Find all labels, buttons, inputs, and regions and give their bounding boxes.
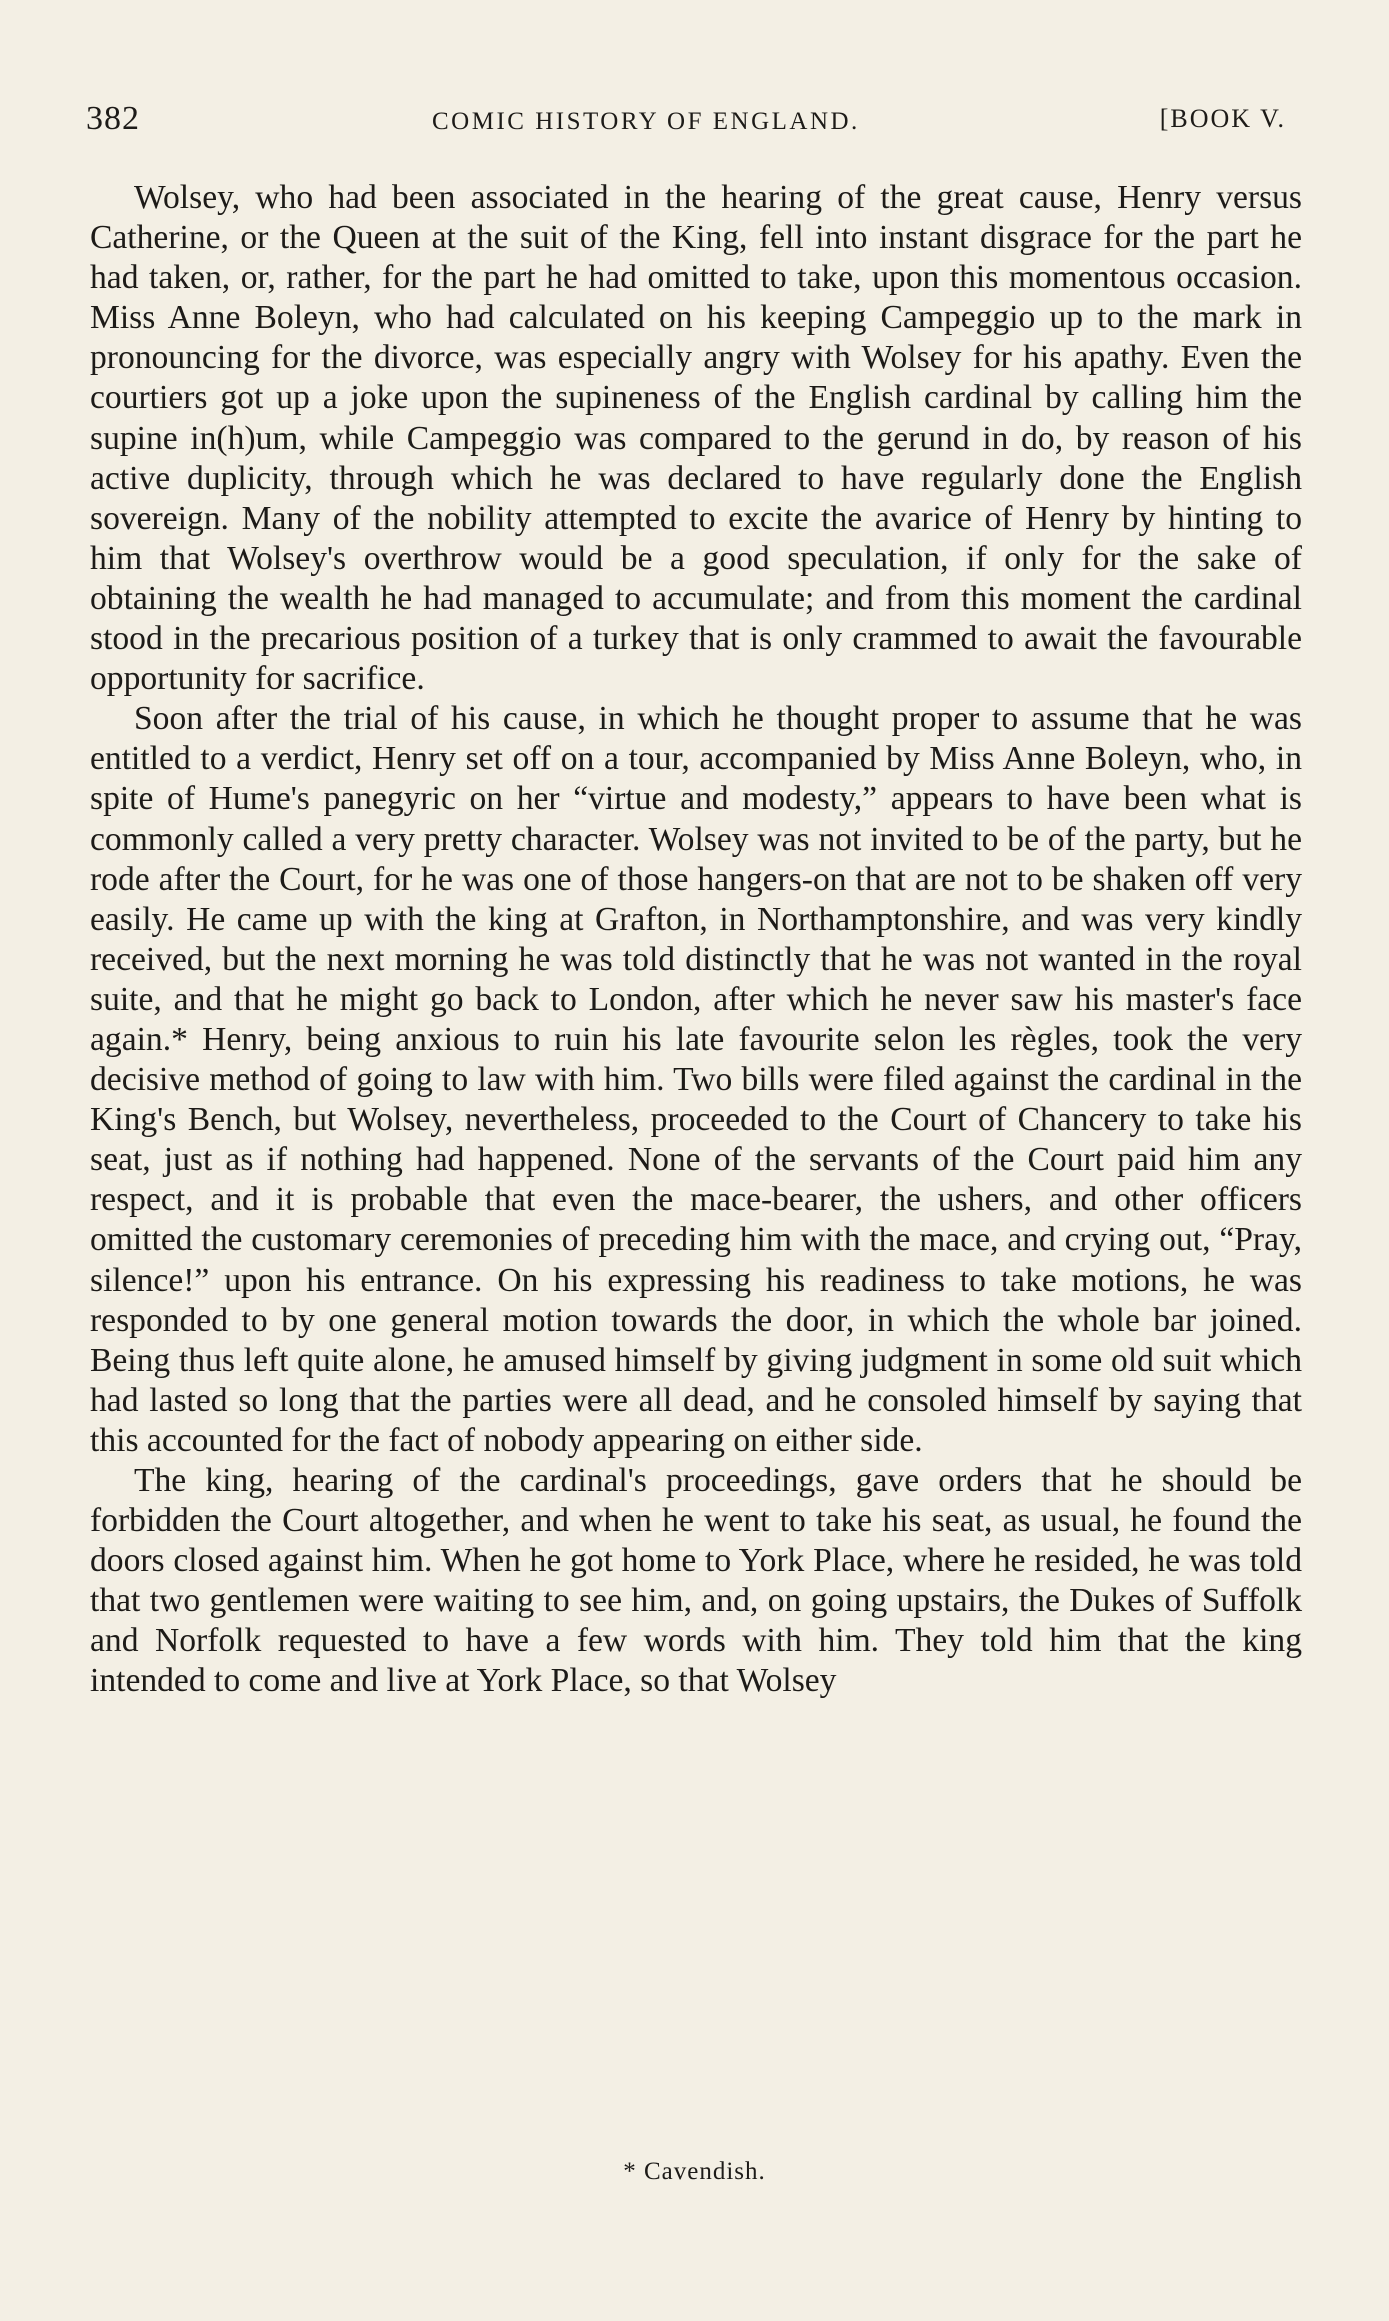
paragraph-1: Wolsey, who had been associated in the hearing of the great cause, Henry versus Catherine, or the Queen at the suit of the King, fell into instant disgrace for the part he had taken, or, rather, for the part he had omitted to take, upon this momentous occasion. Miss Anne Boleyn, who had calculated on his keeping Campeggio up to the mark in pronouncing for the divorce, was especially angry with Wolsey for his apathy. Even the courtiers got up a joke upon the supineness of the English cardinal by calling him the supine in(h)um, while Campeggio was compared to the gerund in do, by reason of his active duplicity, through which he was declared to have regularly done the English sovereign. Many of the nobility attempted to excite the avarice of Henry by hinting to him that Wolsey's overthrow would be a good speculation, if only for the sake of obtaining the wealth he had managed to accumulate; and from this moment the cardinal stood in the precarious position of a turkey that is only crammed to await the favourable opportunity for sacrifice. — [90, 179, 1302, 698]
paragraph-2: Soon after the trial of his cause, in which he thought proper to assume that he was entitled to a verdict, Henry set off on a tour, accompanied by Miss Anne Boleyn, who, in spite of Hume's panegyric on her “virtue and modesty,” appears to have been what is commonly called a very pretty character. Wolsey was not invited to be of the party, but he rode after the Court, for he was one of those hangers-on that are not to be shaken off very easily. He came up with the king at Grafton, in Northamptonshire, and was very kindly received, but the next morning he was told distinctly that he was not wanted in the royal suite, and that he might go back to London, after which he never saw his master's face again.* Henry, being anxious to ruin his late favourite selon les règles, took the very decisive method of going to law with him. Two bills were filed against the cardinal in the King's Bench, but Wolsey, nevertheless, proceeded to the Court of Chancery to take his seat, just as if nothing had happened. None of the servants of the Court paid him any respect, and it is probable that even the mace-bearer, the ushers, and other officers omitted the customary ceremonies of preceding him with the mace, and crying out, “Pray, silence!” upon his entrance. On his expressing his readiness to take motions, he was responded to by one general motion towards the door, in which the whole bar joined. Being thus left quite alone, he amused himself by giving judgment in some old suit which had lasted so long that the parties were all dead, and he consoled himself by saying that this accounted for the fact of nobody appearing on either side. — [90, 700, 1302, 1459]
body-text — [90, 178, 1302, 1702]
paragraph-3: The king, hearing of the cardinal's proceedings, gave orders that he should be forbidden the Court altogether, and when he went to take his seat, as usual, he found the doors closed against him. When he got home to York Place, where he resided, he was told that two gentlemen were waiting to see him, and, on going upstairs, the Dukes of Suffolk and Norfolk requested to have a few words with him. They told him that the king intended to come and live at York Place, so that Wolsey — [90, 1462, 1302, 1700]
running-title: COMIC HISTORY OF ENGLAND. — [432, 108, 860, 135]
page-number: 382 — [86, 100, 140, 137]
running-head — [86, 100, 1286, 144]
footnote: * Cavendish. — [623, 2158, 766, 2185]
book-marker: [BOOK V. — [1159, 104, 1286, 133]
